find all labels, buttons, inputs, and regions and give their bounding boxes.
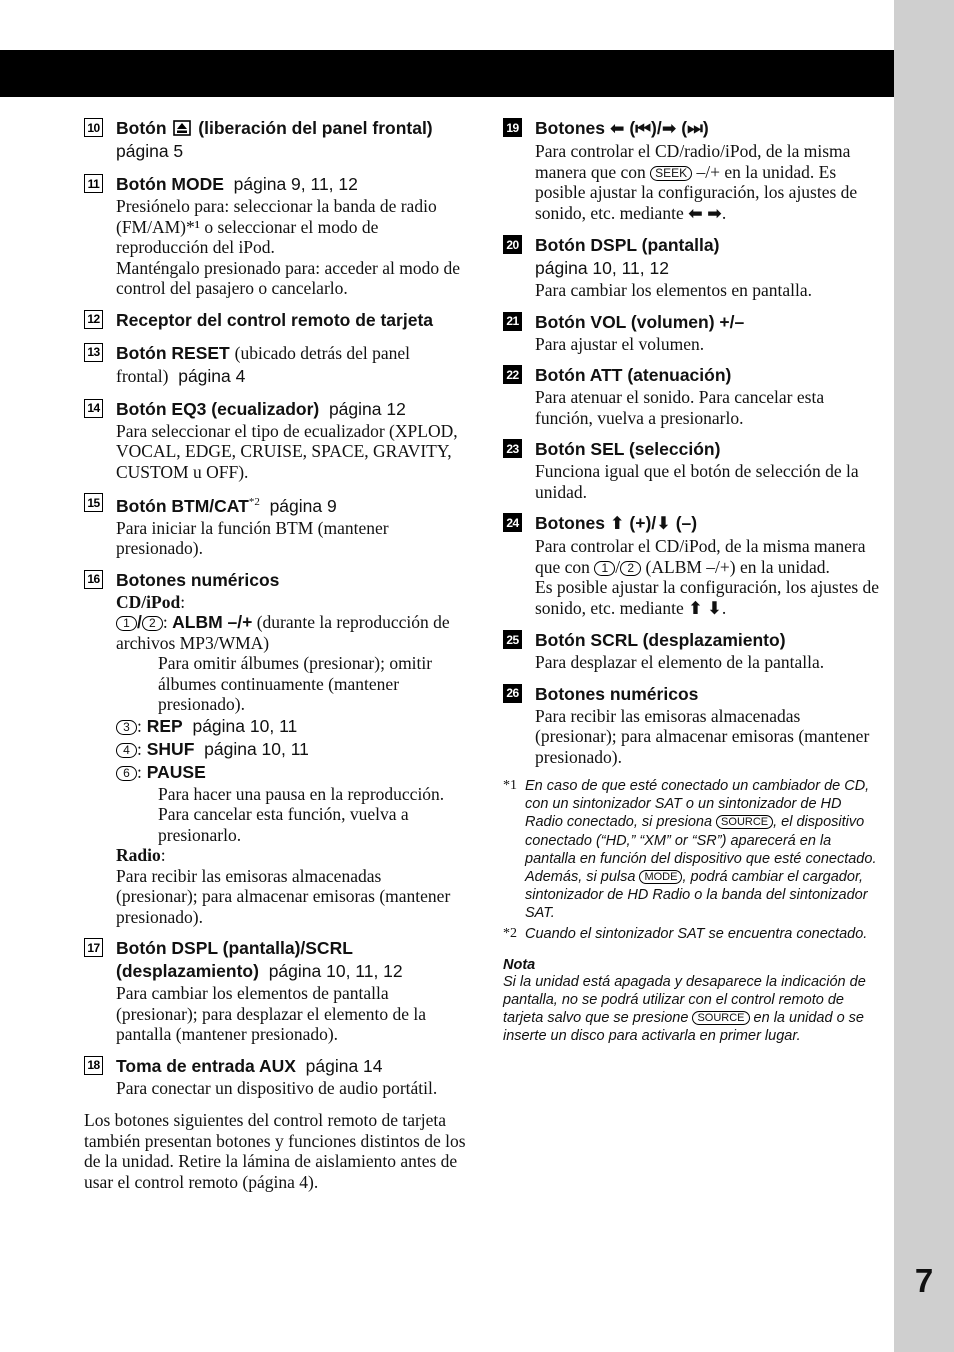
item-desc: Manténgalo presionado para: acceder al modo de control del pasajero o cancelarlo.: [116, 257, 461, 298]
arrow-right-icon: ➡: [707, 203, 722, 224]
page-ref: página 4: [178, 365, 246, 386]
page-ref: página 10, 11: [192, 715, 298, 736]
item-26: [503, 683, 881, 768]
colon: :: [137, 761, 142, 782]
paren: (: [681, 118, 688, 138]
item-title: Botones numéricos: [116, 569, 280, 590]
left-column: [84, 117, 466, 1192]
item-number: 20: [503, 235, 522, 254]
item-title: Botón DSPL (pantalla)/SCRL (desplazamiento): [116, 938, 353, 982]
item-desc: Para atenuar el sonido. Para cancelar esta función, vuelva a presionarlo.: [535, 387, 825, 428]
item-title: Botones numéricos: [535, 683, 699, 704]
item-number: 11: [84, 174, 103, 193]
item-number: 10: [84, 118, 103, 137]
item-title: Botón MODE: [116, 174, 224, 194]
arrow-up-icon: ⬆: [688, 598, 703, 619]
arrow-down-icon: ⬇: [656, 514, 671, 534]
page-ref: página 9: [269, 495, 337, 516]
item-number: 25: [503, 630, 522, 649]
source-key: SOURCE: [692, 1011, 749, 1025]
footnote-1: [503, 777, 881, 923]
arrow-up-icon: ⬆: [609, 514, 625, 534]
footnote-mark: *2: [503, 925, 517, 941]
page-ref: página 9, 11, 12: [233, 174, 358, 194]
footnote-text: Cuando el sintonizador SAT se encuentra conectado.: [525, 925, 868, 942]
item-number: 24: [503, 513, 522, 532]
mode-key: MODE: [639, 870, 682, 884]
item-13: [84, 342, 466, 388]
colon: :: [137, 715, 142, 736]
minus-label: (–): [675, 513, 698, 533]
key-1: 1: [594, 561, 615, 576]
item-desc: Para desplazar el elemento de la pantalla.: [535, 652, 825, 672]
shuf-label: SHUF: [146, 738, 195, 759]
item-18: [84, 1055, 466, 1099]
paren: (: [629, 118, 636, 138]
item-desc: Para recibir las emisoras almacenadas (presionar); para almacenar emisoras (mantener presionado).: [535, 705, 870, 767]
source-key: SOURCE: [716, 815, 773, 829]
item-number: 22: [503, 365, 522, 384]
item-desc: Funciona igual que el botón de selección de la unidad.: [535, 461, 859, 502]
item-title: Botón: [116, 118, 167, 138]
item-number: 14: [84, 399, 103, 418]
item-title: Botón EQ3 (ecualizador): [116, 398, 320, 419]
item-number: 16: [84, 570, 103, 589]
page-ref: página 10, 11, 12: [268, 961, 403, 982]
item-title: Botón SEL (selección): [535, 439, 721, 459]
right-column: [503, 117, 881, 1046]
item-desc: Para iniciar la función BTM (mantener presionado).: [116, 517, 389, 559]
slash: /: [615, 556, 621, 577]
page-ref: página 5: [116, 141, 184, 161]
albm-sub: Para omitir álbumes (presionar); omitir álbumes continuamente (mantener presionado).: [158, 653, 433, 715]
key-6: 6: [116, 766, 137, 781]
arrow-down-icon: ⬇: [707, 598, 722, 619]
page-ref: página 10, 11: [204, 738, 309, 759]
item-title-suffix: (liberación del panel frontal): [198, 118, 433, 138]
footnote-text: , podrá cambiar el cargador, sintonizador de HD Radio o la banda del sintonizador SAT.: [525, 869, 868, 922]
item-15: [84, 492, 466, 559]
item-number: 15: [84, 493, 103, 512]
item-title: Botones: [535, 118, 605, 138]
item-title: Botón DSPL (pantalla): [535, 235, 720, 255]
item-number: 21: [503, 312, 522, 331]
page-ref: página 14: [305, 1055, 383, 1076]
item-note: (ubicado detrás del panel frontal): [116, 342, 411, 386]
item-title: Toma de entrada AUX: [116, 1055, 296, 1076]
pause-sub: Para hacer una pausa en la reproducción. Para cancelar esta función, vuelva a presionarlo.: [158, 783, 445, 845]
remote-note-paragraph: Los botones siguientes del control remoto de tarjeta también presentan botones y funciones distintos de los de la unidad. Retire la lámina de aislamiento antes de usar el control remoto (página 4).: [84, 1110, 466, 1192]
item-number: 23: [503, 439, 522, 458]
prev-track-icon: ⏮: [635, 119, 651, 139]
item-desc: Para cambiar los elementos en pantalla.: [535, 280, 812, 300]
page-edge-tab: [894, 0, 954, 1352]
arrow-right-icon: ➡: [661, 119, 677, 139]
item-title: Botón ATT (atenuación): [535, 365, 732, 385]
note-body: en la unidad o se inserte un disco para activarla en primer lugar.: [503, 1010, 864, 1045]
footnote-ref: *2: [248, 496, 260, 508]
period: .: [721, 597, 727, 618]
radio-label: Radio: [116, 845, 161, 866]
item-title: Botones: [535, 513, 605, 533]
footnote-2: [503, 925, 881, 943]
key-3: 3: [116, 720, 137, 735]
rep-label: REP: [146, 715, 183, 736]
item-desc: Para seleccionar el tipo de ecualizador (XPLOD, VOCAL, EDGE, CRUISE, SPACE, GRAVITY, CUSTOM u OFF).: [116, 420, 458, 482]
key-1: 1: [116, 616, 137, 631]
item-12: [84, 309, 466, 332]
item-16: [84, 569, 466, 928]
key-2: 2: [142, 616, 163, 631]
item-20: [503, 234, 881, 301]
item-desc: Para controlar el CD/radio/iPod, de la misma manera que con: [535, 141, 851, 182]
note-text: [503, 973, 881, 1046]
item-number: 26: [503, 684, 522, 703]
period: .: [721, 202, 727, 223]
item-desc: Para cambiar los elementos de pantalla (presionar); para desplazar el elemento de la pantalla (mantener presionado).: [116, 983, 426, 1045]
item-desc: Es posible ajustar la configuración, los ajustes de sonido, etc. mediante: [535, 577, 880, 618]
eject-release-icon: [173, 120, 191, 136]
footnote-text: En caso de que esté conectado un cambiador de CD, con un sintonizador SAT o un sintonizador de HD Radio conectado, si presiona: [525, 778, 870, 831]
item-number: 17: [84, 938, 103, 957]
item-25: [503, 629, 881, 673]
cd-ipod-label: CD/iPod: [116, 591, 181, 612]
header-bar: [0, 50, 894, 97]
item-11: [84, 173, 466, 299]
colon: :: [160, 845, 166, 866]
item-title: Botón SCRL (desplazamiento): [535, 630, 786, 650]
page-number: 7: [914, 1262, 934, 1299]
note-body: Si la unidad está apagada y desaparece la indicación de pantalla, no se podrá utilizar con el control remoto de tarjeta salvo que se presione: [503, 973, 866, 1027]
albm-label: ALBM –/+: [172, 612, 253, 633]
item-number: 12: [84, 310, 103, 329]
radio-desc: Para recibir las emisoras almacenadas (presionar); para almacenar emisoras (mantener presionado).: [116, 865, 451, 927]
key-4: 4: [116, 743, 137, 758]
item-23: [503, 438, 881, 502]
item-10: [84, 117, 466, 163]
item-title: Botón BTM/CAT: [116, 495, 249, 516]
item-14: [84, 398, 466, 483]
item-22: [503, 364, 881, 428]
colon: :: [137, 738, 142, 759]
albm-desc: (durante la reproducción de archivos MP3/WMA): [116, 612, 450, 653]
footnote-mark: *1: [503, 778, 517, 793]
item-title: Botón RESET: [116, 342, 230, 363]
arrow-left-icon: ⬅: [688, 203, 703, 224]
plus-label: (+)/: [629, 513, 657, 533]
item-desc: Para ajustar el volumen.: [535, 333, 705, 354]
item-19: [503, 117, 881, 224]
item-desc: (ALBM –/+) en la unidad.: [645, 556, 830, 577]
item-title: Receptor del control remoto de tarjeta: [116, 309, 434, 330]
item-title: Botón VOL (volumen) +/–: [535, 311, 745, 332]
item-desc: –/+ en la unidad. Es posible ajustar la configuración, los ajustes de sonido, etc. mediante: [535, 161, 858, 223]
paren: ): [702, 118, 709, 138]
item-desc: Para conectar un dispositivo de audio portátil.: [116, 1077, 438, 1098]
note-title: Nota: [503, 956, 536, 973]
item-21: [503, 311, 881, 355]
footnote-text: , el dispositivo conectado (“HD,” “XM” or “SR”) aparecerá en la pantalla en función del dispositivo que esté conectado. Además, si pulsa: [525, 814, 877, 886]
item-desc: Para controlar el CD/iPod, de la misma manera que con: [535, 536, 866, 577]
item-number: 19: [503, 118, 522, 137]
colon: :: [162, 612, 168, 633]
item-number: 18: [84, 1056, 103, 1075]
arrow-left-icon: ⬅: [609, 119, 625, 139]
seek-key: SEEK: [650, 166, 692, 181]
page-ref: página 10, 11, 12: [535, 258, 669, 278]
item-desc: Presiónelo para: seleccionar la banda de radio (FM/AM)*¹ o seleccionar el modo de reproducción del iPod.: [116, 196, 437, 257]
item-17: [84, 937, 466, 1045]
paren-slash: )/: [651, 118, 662, 138]
slash: /: [137, 612, 142, 633]
pause-label: PAUSE: [146, 761, 206, 782]
colon: :: [180, 591, 186, 612]
item-24: [503, 512, 881, 619]
next-track-icon: ⏭: [687, 119, 703, 139]
page-ref: página 12: [328, 398, 406, 419]
key-2: 2: [620, 561, 641, 576]
item-number: 13: [84, 343, 103, 362]
